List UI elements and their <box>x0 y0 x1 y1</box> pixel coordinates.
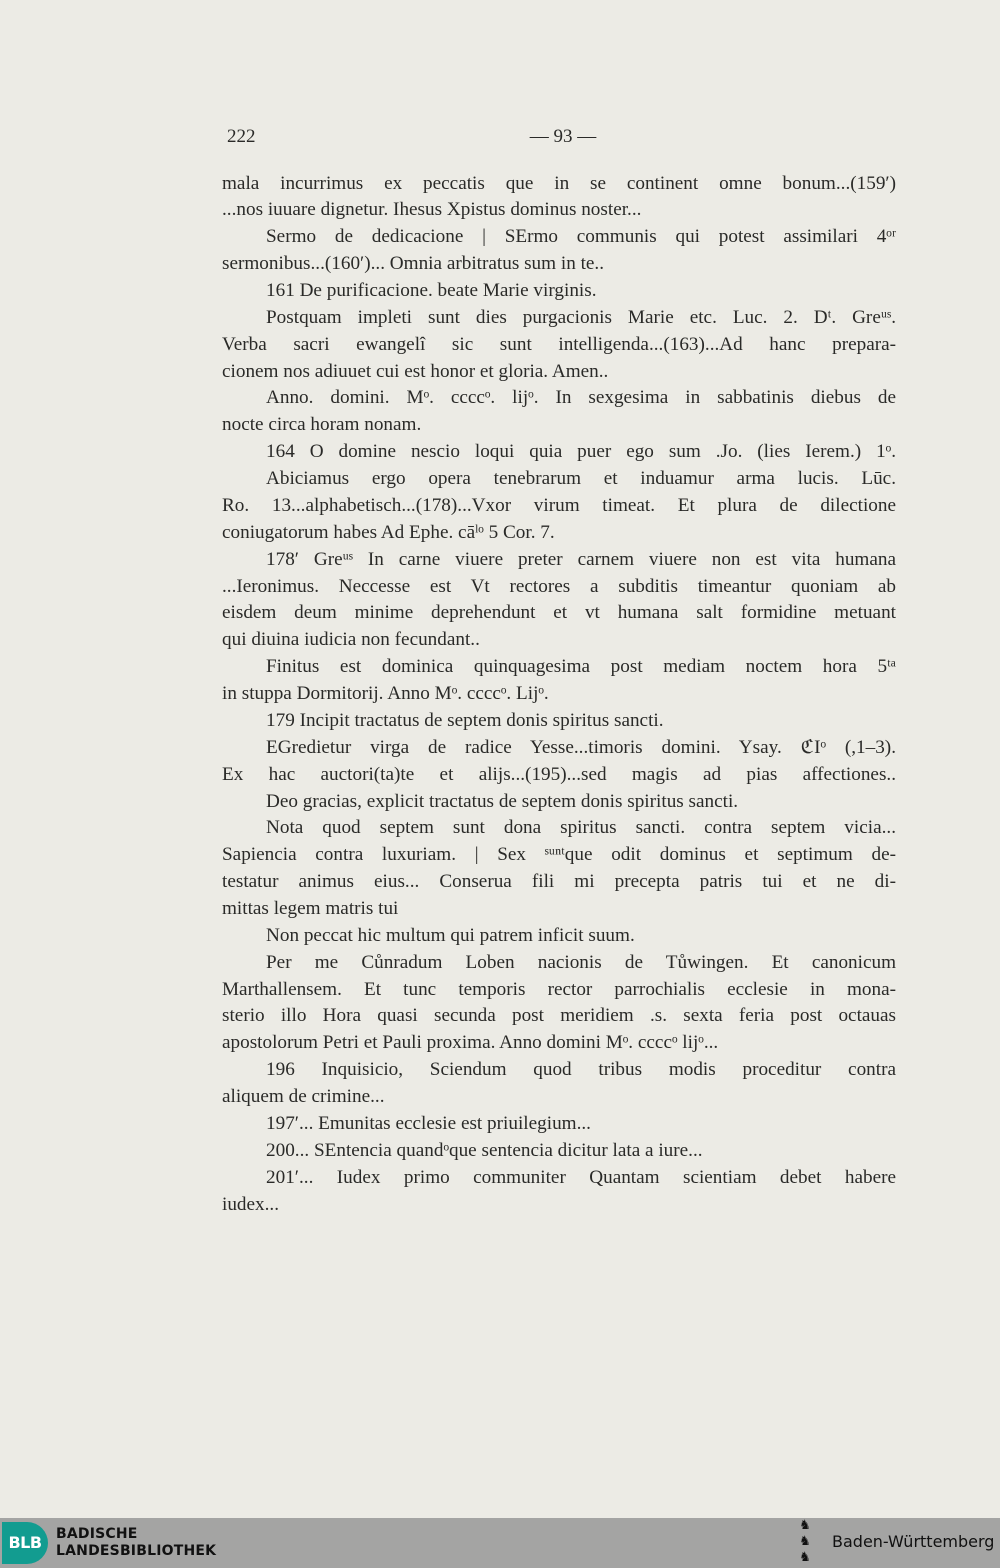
text-line: aliquem de crimine... <box>222 1086 385 1108</box>
text-line: Marthallensem. Et tunc temporis rector parrochialis ecclesie in mona- <box>222 978 896 1000</box>
text-line: EGredietur virga de radice Yesse...timoris domini. Ysay. ℭIᵒ (,1–3). <box>266 736 896 758</box>
text-line: apostolorum Petri et Pauli proxima. Anno domini Mᵒ. ccccᵒ lijᵒ... <box>222 1032 719 1054</box>
text-line: iudex... <box>222 1193 280 1215</box>
text-line: Abiciamus ergo opera tenebrarum et induamur arma lucis. Lūc. <box>266 468 896 490</box>
text-line: Anno. domini. Mᵒ. ccccᵒ. lijᵒ. In sexgesima in sabbatinis diebus de <box>266 387 896 409</box>
text-line: 164 O domine nescio loqui quia puer ego sum .Jo. (lies Ierem.) 1ᵒ. <box>266 441 896 463</box>
text-line: Deo gracias, explicit tractatus de septem donis spiritus sancti. <box>266 790 739 812</box>
footer-bar <box>0 1518 1000 1568</box>
text-line: nocte circa horam nonam. <box>222 414 422 436</box>
text-line: Finitus est dominica quinquagesima post mediam noctem hora 5ᵗᵃ <box>266 656 896 678</box>
text-line: sermonibus...(160′)... Omnia arbitratus sum in te.. <box>222 253 605 275</box>
text-line: Nota quod septem sunt dona spiritus sancti. contra septem vicia... <box>266 817 896 839</box>
text-line: 201′... Iudex primo communiter Quantam scientiam debet habere <box>266 1166 896 1188</box>
three-lions-icon: ♞ ♞ ♞ <box>799 1518 811 1565</box>
state-name[interactable]: Baden-Württemberg <box>832 1532 995 1551</box>
text-line: Verba sacri ewangelî sic sunt intelligenda...(163)...Ad hanc prepara- <box>222 333 896 355</box>
text-line: Ex hac auctori(ta)te et alijs...(195)...sed magis ad pias affectiones.. <box>222 763 896 785</box>
text-line: coniugatorum habes Ad Ephe. cāˡᵒ 5 Cor. 7. <box>222 521 555 543</box>
page-number: — 93 — <box>529 126 597 147</box>
text-line: qui diuina iudicia non fecundant.. <box>222 629 480 651</box>
text-line: Per me Cůnradum Loben nacionis de Tůwingen. Et canonicum <box>266 951 896 973</box>
library-name-line-1: BADISCHE <box>56 1526 138 1542</box>
section-heading: 179 Incipit tractatus de septem donis spiritus sancti. <box>266 709 664 731</box>
text-line: ...nos iuuare dignetur. Ihesus Xpistus dominus noster... <box>222 199 642 221</box>
running-number: 222 <box>227 126 256 147</box>
section-heading: 196 Inquisicio, Sciendum quod tribus modis proceditur contra <box>266 1059 896 1081</box>
library-name <box>56 1526 216 1560</box>
text-line: ...Ieronimus. Neccesse est Vt rectores a subditis timeantur quoniam ab <box>222 575 896 597</box>
text-line: 197′... Emunitas ecclesie est priuilegium... <box>266 1112 591 1134</box>
text-line: eisdem deum minime deprehendunt et vt humana salt formidine metuant <box>222 602 896 624</box>
blb-logo[interactable]: BLB <box>2 1522 48 1564</box>
section-heading: 161 De purificacione. beate Marie virginis. <box>266 279 597 301</box>
text-line: Postquam impleti sunt dies purgacionis Marie etc. Luc. 2. Dᵗ. Greᵘˢ. <box>266 306 896 328</box>
text-line: in stuppa Dormitorij. Anno Mᵒ. ccccᵒ. Lijᵒ. <box>222 683 549 705</box>
text-line: Sapiencia contra luxuriam. | Sex ˢᵘⁿᵗque odit dominus et septimum de- <box>222 844 896 866</box>
text-line: Sermo de dedicacione | SErmo communis qui potest assimilari 4ᵒʳ <box>266 226 896 248</box>
text-line: mittas legem matris tui <box>222 897 399 919</box>
text-line: 178′ Greᵘˢ In carne viuere preter carnem viuere non est vita humana <box>266 548 896 570</box>
text-line: 200... SEntencia quandᵒque sentencia dicitur lata a iure... <box>266 1139 703 1161</box>
text-line: Non peccat hic multum qui patrem inficit suum. <box>266 924 635 946</box>
text-line: sterio illo Hora quasi secunda post meridiem .s. sexta feria post octauas <box>222 1005 896 1027</box>
text-line: Ro. 13...alphabetisch...(178)...Vxor virum timeat. Et plura de dilectione <box>222 494 896 516</box>
text-line: cionem nos adiuuet cui est honor et gloria. Amen.. <box>222 360 609 382</box>
text-line: testatur animus eius... Conserua fili mi precepta patris tui et ne di- <box>222 871 896 893</box>
text-line: mala incurrimus ex peccatis que in se continent omne bonum...(159′) <box>222 172 896 194</box>
library-name-line-2: LANDESBIBLIOTHEK <box>56 1543 217 1559</box>
